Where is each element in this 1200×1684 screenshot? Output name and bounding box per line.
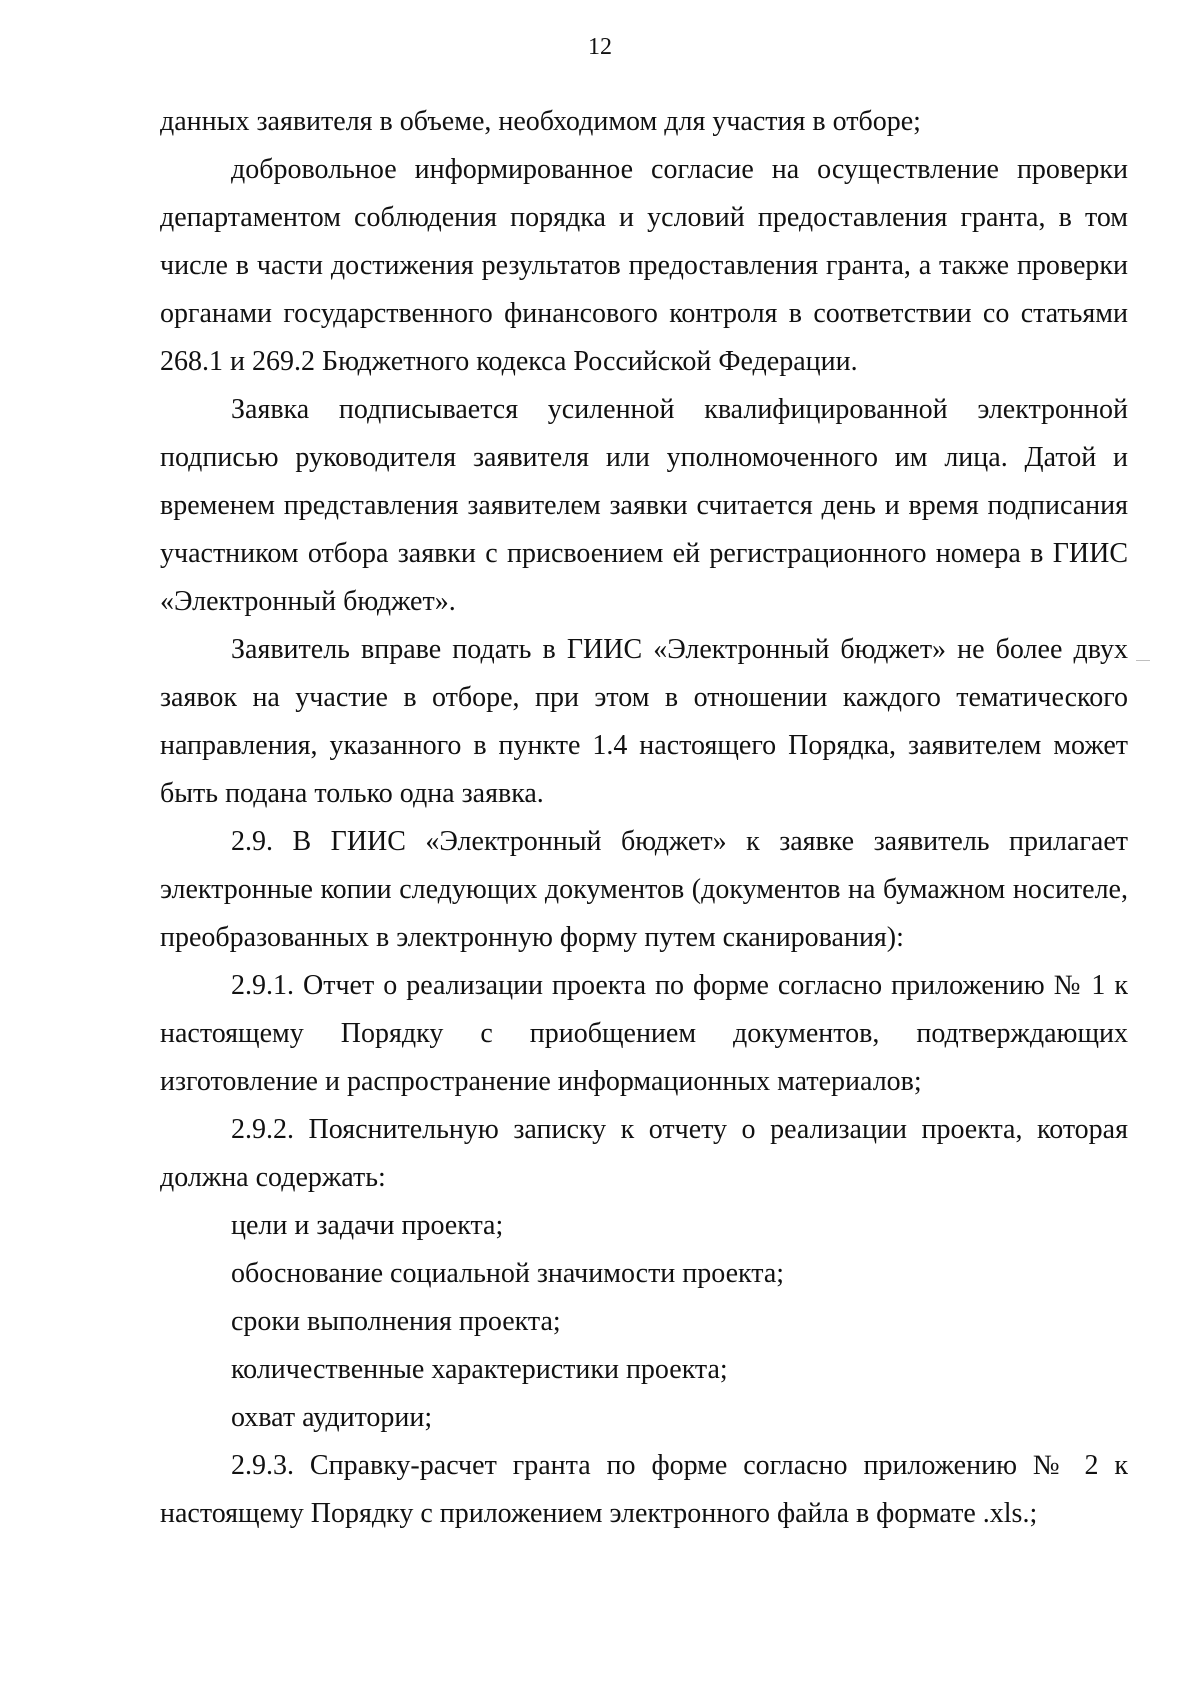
scan-margin-mark (1136, 660, 1150, 661)
paragraph-2-9-1: 2.9.1. Отчет о реализации проекта по форме согласно приложению № 1 к настоящему Порядку с приобщением документов, подтверждающих изготовление и распространение информационных материалов; (160, 970, 1128, 1097)
paragraph-2-9: 2.9. В ГИИС «Электронный бюджет» к заявке заявитель прилагает электронные копии следующих документов (документов на бумажном носителе, преобразованных в электронную форму путем сканирования): (160, 826, 1128, 953)
list-item: сроки выполнения проекта; (231, 1306, 561, 1337)
list-item: цели и задачи проекта; (231, 1210, 504, 1241)
paragraph-2-9-3: 2.9.3. Справку-расчет гранта по форме согласно приложению № 2 к настоящему Порядку с приложением электронного файла в формате .xls.; (160, 1450, 1128, 1529)
paragraph-signature: Заявка подписывается усиленной квалифицированной электронной подписью руководителя заявителя или уполномоченного им лица. Датой и временем представления заявителем заявки считается день и время подписания участником отбора заявки с присвоением ей регистрационного номера в ГИИС «Электронный бюджет». (160, 394, 1128, 617)
page-number: 12 (588, 34, 612, 60)
list-item: обоснование социальной значимости проекта; (231, 1258, 785, 1289)
paragraph-consent: добровольное информированное согласие на осуществление проверки департаментом соблюдения порядка и условий предоставления гранта, в том числе в части достижения результатов предоставления гранта, а также проверки органами государственного финансового контроля в соответствии со статьями 268.1 и 269.2 Бюджетного кодекса Российской Федерации. (160, 154, 1128, 377)
document-body (160, 98, 1128, 1538)
paragraph-2-9-2: 2.9.2. Пояснительную записку к отчету о реализации проекта, которая должна содержать: (160, 1114, 1128, 1193)
list-item: охват аудитории; (231, 1402, 433, 1433)
paragraph-applicant-data: данных заявителя в объеме, необходимом для участия в отборе; (160, 106, 921, 137)
paragraph-two-applications: Заявитель вправе подать в ГИИС «Электронный бюджет» не более двух заявок на участие в отборе, при этом в отношении каждого тематического направления, указанного в пункте 1.4 настоящего Порядка, заявителем может быть подана только одна заявка. (160, 634, 1128, 809)
list-item: количественные характеристики проекта; (231, 1354, 728, 1385)
